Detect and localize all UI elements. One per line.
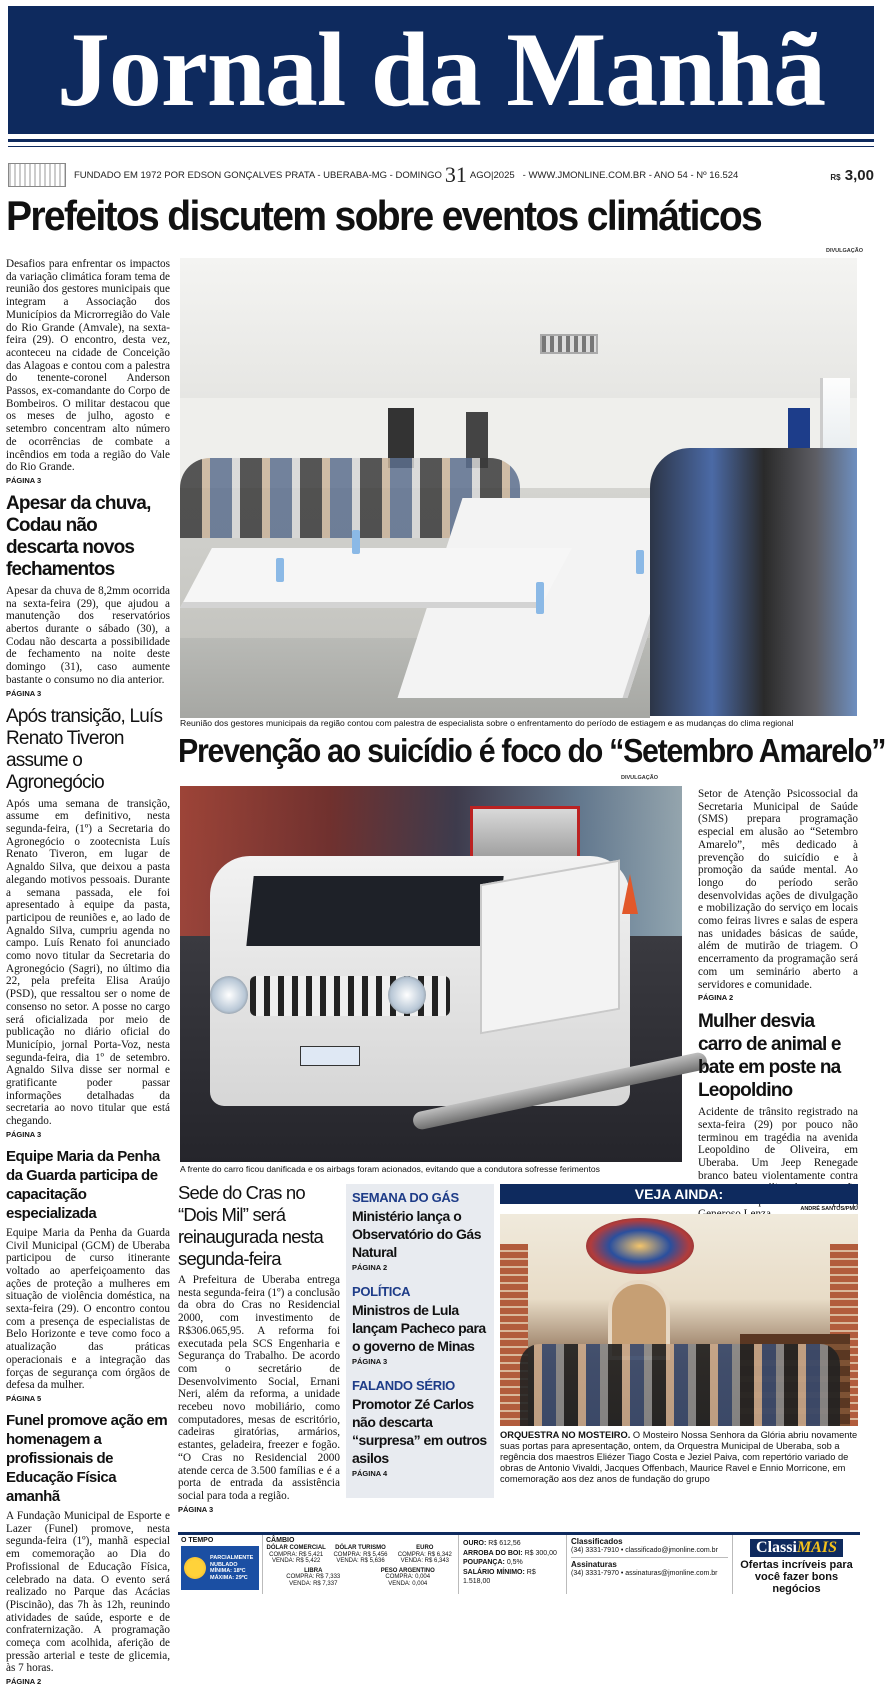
weather-panel [181, 1546, 259, 1590]
article-setembro-amarelo[interactable] [698, 788, 858, 1002]
indicator-row [463, 1549, 562, 1559]
page-ref: PÁGINA 3 [6, 475, 42, 485]
article-climate[interactable] [6, 258, 170, 485]
article-cras[interactable] [178, 1182, 340, 1522]
article-title: Funel promove ação em homenagem a profissionais de Educação Física amanhã [6, 1412, 168, 1505]
photo-car-door [480, 860, 620, 1035]
indicator-row [463, 1558, 562, 1568]
article-body: Apesar da chuva de 8,2mm ocorrida na sexta-feira (29), que ajudou a manutenção dos reservatórios abertos durante o sábado (30), a Codau não descarta a possibilidade de fechamento na noite deste domingo (31), caso aumente bastante o consumo no dia anterior. [6, 584, 170, 686]
article-title: Equipe Maria da Penha da Guarda participa de capacitação especializada [6, 1147, 160, 1222]
page-ref: PÁGINA 2 [6, 1677, 42, 1687]
classimais-logo [750, 1539, 843, 1557]
veja-ainda-lead: ORQUESTRA NO MOSTEIRO. [500, 1430, 631, 1440]
indicator-value: R$ 300,00 [524, 1549, 557, 1557]
photo-credit: DIVULGAÇÃO [826, 248, 863, 254]
newspaper-title: Jornal da Manhã [56, 11, 826, 128]
masthead-rule [8, 139, 874, 142]
sun-cloud-icon [184, 1557, 206, 1579]
edition-price [830, 167, 874, 184]
photo-table [180, 548, 572, 608]
logo-part: MAIS [796, 1539, 837, 1556]
subscriptions-contact[interactable]: (34) 3331-7970 • assinaturas@jmonline.com.br [571, 1570, 718, 1577]
article-body: Acidente de trânsito registrado na sexta-feira (29) por pouco não terminou em tragédia na avenida Leopoldino de Oliveira, em Uberaba. Um Jeep Renegade branco bateu violentamente contra [698, 1106, 858, 1182]
brief-kicker: SEMANA DO GÁS [352, 1190, 459, 1205]
classifieds-contact[interactable]: (34) 3331-7910 • classificado@jmonline.com.br [571, 1547, 718, 1554]
brief-kicker: FALANDO SÉRIO [352, 1378, 455, 1393]
article-title: Apesar da chuva, Codau não descarta novos fechamentos [6, 492, 151, 580]
photo-bottle [636, 550, 644, 574]
masthead-rule-thin [8, 146, 874, 147]
photo-license-plate [300, 1046, 360, 1066]
exchange-grid [266, 1545, 455, 1565]
photo-ceiling [180, 258, 857, 398]
indicator-row [463, 1568, 562, 1587]
buy-rate: COMPRA: R$ 7,333 [286, 1574, 341, 1581]
currency-label: R$ [830, 172, 841, 182]
page-ref: PÁGINA 5 [6, 1394, 42, 1403]
brief-item[interactable] [352, 1378, 488, 1478]
brief-item[interactable] [352, 1284, 488, 1366]
classimais-tagline: Ofertas incríveis para você fazer bons negócios [740, 1559, 853, 1595]
bottom-info-bar [178, 1532, 860, 1594]
sell-rate: VENDA: 0,004 [388, 1580, 428, 1587]
indicator-value: R$ 1.518,00 [463, 1568, 536, 1585]
photo-credit: ANDRÉ SANTOS/PMU [800, 1206, 858, 1212]
photo-windshield [246, 876, 503, 946]
indicator-key: ARROBA DO BOI: [463, 1549, 523, 1557]
meeting-photo[interactable] [180, 258, 857, 716]
indicator-value: 0,5% [506, 1559, 523, 1566]
veja-ainda-section [500, 1184, 858, 1485]
article-body: A Prefeitura de Uberaba entrega nesta segunda-feira (1º) a conclusão da obra do Cras no Residencial 2000, com investimento de R$306.065,95. A reforma foi executada pela SCS Engenharia e Segurança do Trabalho. De acordo com o secretário de Desenvolvimento Social, Ernani Neri, além da reforma, a unidade recebeu novo mobiliário, como computadores, mesas de escritório, cadeiras giratórias, armários, estantes, geladeira, freezer e fogão. “O Cras no Residencial 2000 atende cerca de 3.500 famílias e é a porta de entrada da assistência social para toda a região. [178, 1274, 340, 1502]
car-accident-photo[interactable] [180, 786, 682, 1162]
page-ref: PÁGINA 4 [352, 1469, 388, 1478]
buy-rate: COMPRA: R$ 6,342 [397, 1551, 452, 1558]
currency-name: DÓLAR COMERCIAL [266, 1545, 326, 1551]
page-ref: PÁGINA 2 [352, 1263, 388, 1272]
weather-min: MÍNIMA: 18ºC [210, 1568, 246, 1574]
exchange-box [262, 1535, 458, 1594]
website-link[interactable]: - WWW.JMONLINE.COM.BR - ANO 54 - Nº 16.524 [522, 169, 739, 181]
car-photo-caption: A frente do carro ficou danificada e os airbags foram acionados, evitando que a condutora sofresse ferimentos [180, 1164, 600, 1174]
article-title: Mulher desvia carro de animal e bate em poste na Leopoldino [698, 1011, 841, 1102]
article-body: Desafios para enfrentar os impactos da variação climática foram tema de reunião dos gestores municipais que integram a Associação dos Municípios da Microrregião do Vale do Rio Grande (Amvale), na sexta-feira (29). O encontro, desta vez, aconteceu na cidade de Conceição das Alagoas e contou com a palestra do tenente-coronel Anderson Passos, ex-comandante do Corpo de Bombeiros. O militar destacou que os meses de julho, agosto e setembro concentram alto número de ocorrências de combate a incêndios em toda a região do Vale do Rio Grande. [6, 258, 170, 474]
indicator-value: R$ 612,56 [488, 1540, 521, 1547]
price-value: 3,00 [844, 166, 874, 184]
building-icon [8, 163, 66, 187]
photo-credit: DIVULGAÇÃO [621, 775, 658, 781]
second-headline[interactable]: Prevenção ao suicídio é foco do “Setembro Amarelo” [178, 732, 885, 769]
left-column [6, 258, 170, 1694]
weather-max: MÁXIMA: 29ºC [210, 1574, 248, 1581]
exchange-item [395, 1545, 455, 1565]
indicator-key: OURO: [463, 1540, 487, 1547]
buy-rate: COMPRA: R$ 5,421 [269, 1551, 324, 1558]
weather-condition: NUBLADO [210, 1561, 238, 1568]
brief-title: Ministros de Lula lançam Pacheco para o governo de Minas [352, 1302, 486, 1354]
article-body: Setor de Atenção Psicossocial da Secretaria Municipal de Saúde (SMS) prepara programação especial em alusão ao “Setembro Amarelo”, mês dedicado à prevenção do suicídio e à promoção da saúde mental. Ao longo do período serão desenvolvidas ações de divulgação e mobilização do serviço em locais como feiras livres e salas de espera nas unidades básicas de saúde, além de mutirão de triagem. O encerramento da programação será com um seminário aberto a servidores e comunidade. [698, 788, 858, 991]
edition-info-bar [8, 160, 874, 190]
exchange-item [266, 1545, 326, 1565]
classimais-ad[interactable] [732, 1535, 860, 1594]
classifieds-box [566, 1535, 732, 1594]
buy-rate: COMPRA: R$ 5,456 [333, 1551, 388, 1558]
indicators-box [458, 1535, 566, 1594]
classifieds-label: Classificados [571, 1537, 623, 1546]
photo-headlight [388, 976, 426, 1014]
weather-label: O TEMPO [181, 1537, 214, 1544]
photo-bottle [276, 558, 284, 582]
sell-rate: VENDA: R$ 6,343 [400, 1558, 449, 1565]
photo-bottle [536, 582, 544, 614]
sell-rate: VENDA: R$ 5,422 [271, 1558, 321, 1565]
photo-traffic-cone [622, 874, 638, 914]
page-ref: PÁGINA 3 [178, 1504, 214, 1514]
exchange-grid-sub [266, 1568, 455, 1588]
currency-name: DÓLAR TURISMO [335, 1545, 386, 1551]
currency-name: PESO ARGENTINO [380, 1567, 435, 1574]
veja-ainda-label: VEJA AINDA: [500, 1184, 858, 1204]
page-ref: PÁGINA 2 [698, 993, 734, 1003]
photo-orchestra [520, 1344, 840, 1426]
exchange-item [266, 1568, 361, 1588]
photo-ceiling-vent [540, 334, 598, 354]
article-title: Sede do Cras no “Dois Mil” será reinaugurada nesta segunda-feira [178, 1182, 324, 1269]
divider [571, 1557, 728, 1558]
article-codau[interactable] [6, 493, 170, 698]
photo-attendees-right [650, 448, 857, 716]
veja-ainda-text[interactable] [500, 1430, 858, 1485]
article-body: Após uma semana de transição, assume em definitivo, nesta segunda-feira, (1º) a Secretaria do Agronegócio o zootecnista Luís Renato Tiveron, em lugar de Agnaldo Silva, que deixou a pasta alegando motivos pessoais. Durante a semana passada, ele foi apresentado à equipe da pasta, participou de reuniões e, ao lado de Agnaldo Silva, cumpriu agenda no campo. Luís Renato foi anunciado como novo titular da Secretaria do Agronegócio (Sagri), no último dia 22, pela prefeita Elisa Araújo (PSD), que ressaltou ser o nome de consenso no setor. A posse no cargo será oficializada por meio de publicação no diário oficial do Município, jornal Porta-Voz, nesta segunda-feira, dia 1º de setembro. Agnaldo Silva disse ser normal e gratificante poder passar informações detalhadas da secretaria ao novo titular que está chegando. [6, 797, 170, 1128]
currency-name: EURO [416, 1545, 434, 1551]
subscriptions-label: Assinaturas [571, 1560, 617, 1569]
orchestra-photo[interactable] [500, 1214, 858, 1426]
masthead [8, 6, 874, 134]
buy-rate: COMPRA: 0,004 [385, 1574, 431, 1581]
page-ref: PÁGINA 3 [352, 1357, 388, 1366]
sell-rate: VENDA: R$ 5,636 [336, 1558, 385, 1565]
photo-bottle [352, 530, 360, 554]
briefs-box [346, 1184, 494, 1498]
logo-part: Classi [756, 1539, 797, 1556]
exchange-item [361, 1568, 456, 1588]
edition-day: 31 [444, 162, 467, 187]
brief-title: Promotor Zé Carlos não descarta “surpresa” em outros asilos [352, 1396, 487, 1466]
right-column [698, 788, 858, 1240]
exchange-item [330, 1545, 390, 1565]
article-title: Após transição, Luís Renato Tiveron assume o Agronegócio [6, 705, 163, 793]
photo-headlight [210, 976, 248, 1014]
edition-month-year: AGO|2025 [469, 169, 515, 181]
lead-headline[interactable]: Prefeitos discutem sobre eventos climáticos [6, 192, 762, 239]
article-body: A Fundação Municipal de Esporte e Lazer (Funel) promove, nesta segunda-feira (1º), manhã especial em comemoração ao Dia do Profissional de Educação Física, celebrado na data. O evento será realizado no Parque das Acácias (Piscinão), das 7h às 12h, reunindo atividades de saúde, esporte e de confraternização. A programação começa com acolhida, aferição de pressão arterial e teste de glicemia, às 7 horas. [6, 1510, 170, 1675]
photo-rose-window [586, 1218, 694, 1274]
page-ref: PÁGINA 3 [6, 1129, 42, 1139]
brief-item[interactable] [352, 1190, 488, 1272]
weather-condition: PARCIALMENTE [210, 1555, 254, 1561]
lead-photo-caption: Reunião dos gestores municipais da região contou com palestra de especialista sobre o enfrentamento do período de estiagem e as mudanças do clima regional [180, 718, 794, 728]
weather-box [178, 1535, 262, 1594]
indicator-key: POUPANÇA: [463, 1559, 505, 1566]
exchange-label: CÂMBIO [266, 1537, 295, 1544]
indicator-key: SALÁRIO MÍNIMO: [463, 1568, 525, 1576]
indicator-row [463, 1539, 562, 1549]
founded-text: FUNDADO EM 1972 POR EDSON GONÇALVES PRATA - UBERABA-MG - DOMINGO [74, 169, 442, 181]
article-body: Equipe Maria da Penha da Guarda Civil Municipal (GCM) de Uberaba participou de curso itinerante voltado ao aperfeiçoamento das ações de proteção a mulheres em situação de violência doméstica, na sexta-feira (29). O encontro contou com a presença de especialistas de Belo Horizonte e teve como foco a atualização das práticas operacionais e a integração das forças de segurança com órgãos de defesa da mulher. [6, 1226, 170, 1392]
page-ref: PÁGINA 3 [6, 688, 42, 698]
article-maria-da-penha[interactable] [6, 1147, 170, 1403]
sell-rate: VENDA: R$ 7,337 [289, 1580, 338, 1587]
veja-ainda-body: O Mosteiro Nossa Senhora da Glória abriu novamente suas portas para apresentação, ontem, da Orquestra Municipal de Uberaba, sob a regência dos maestros Eliézer Tiago Costa e Jeziel Paiva, com repertório variado de obras de Antonio Vivaldi, Jacques Offenbach, Maurice Ravel e Ennio Morricone, em comemoração aos dez anos de fundação do grupo [500, 1430, 858, 1484]
currency-name: LIBRA [304, 1567, 323, 1574]
article-funel[interactable] [6, 1411, 170, 1686]
article-agronegocio[interactable] [6, 706, 170, 1139]
brief-title: Ministério lança o Observatório do Gás Natural [352, 1208, 481, 1260]
brief-kicker: POLÍTICA [352, 1284, 411, 1299]
